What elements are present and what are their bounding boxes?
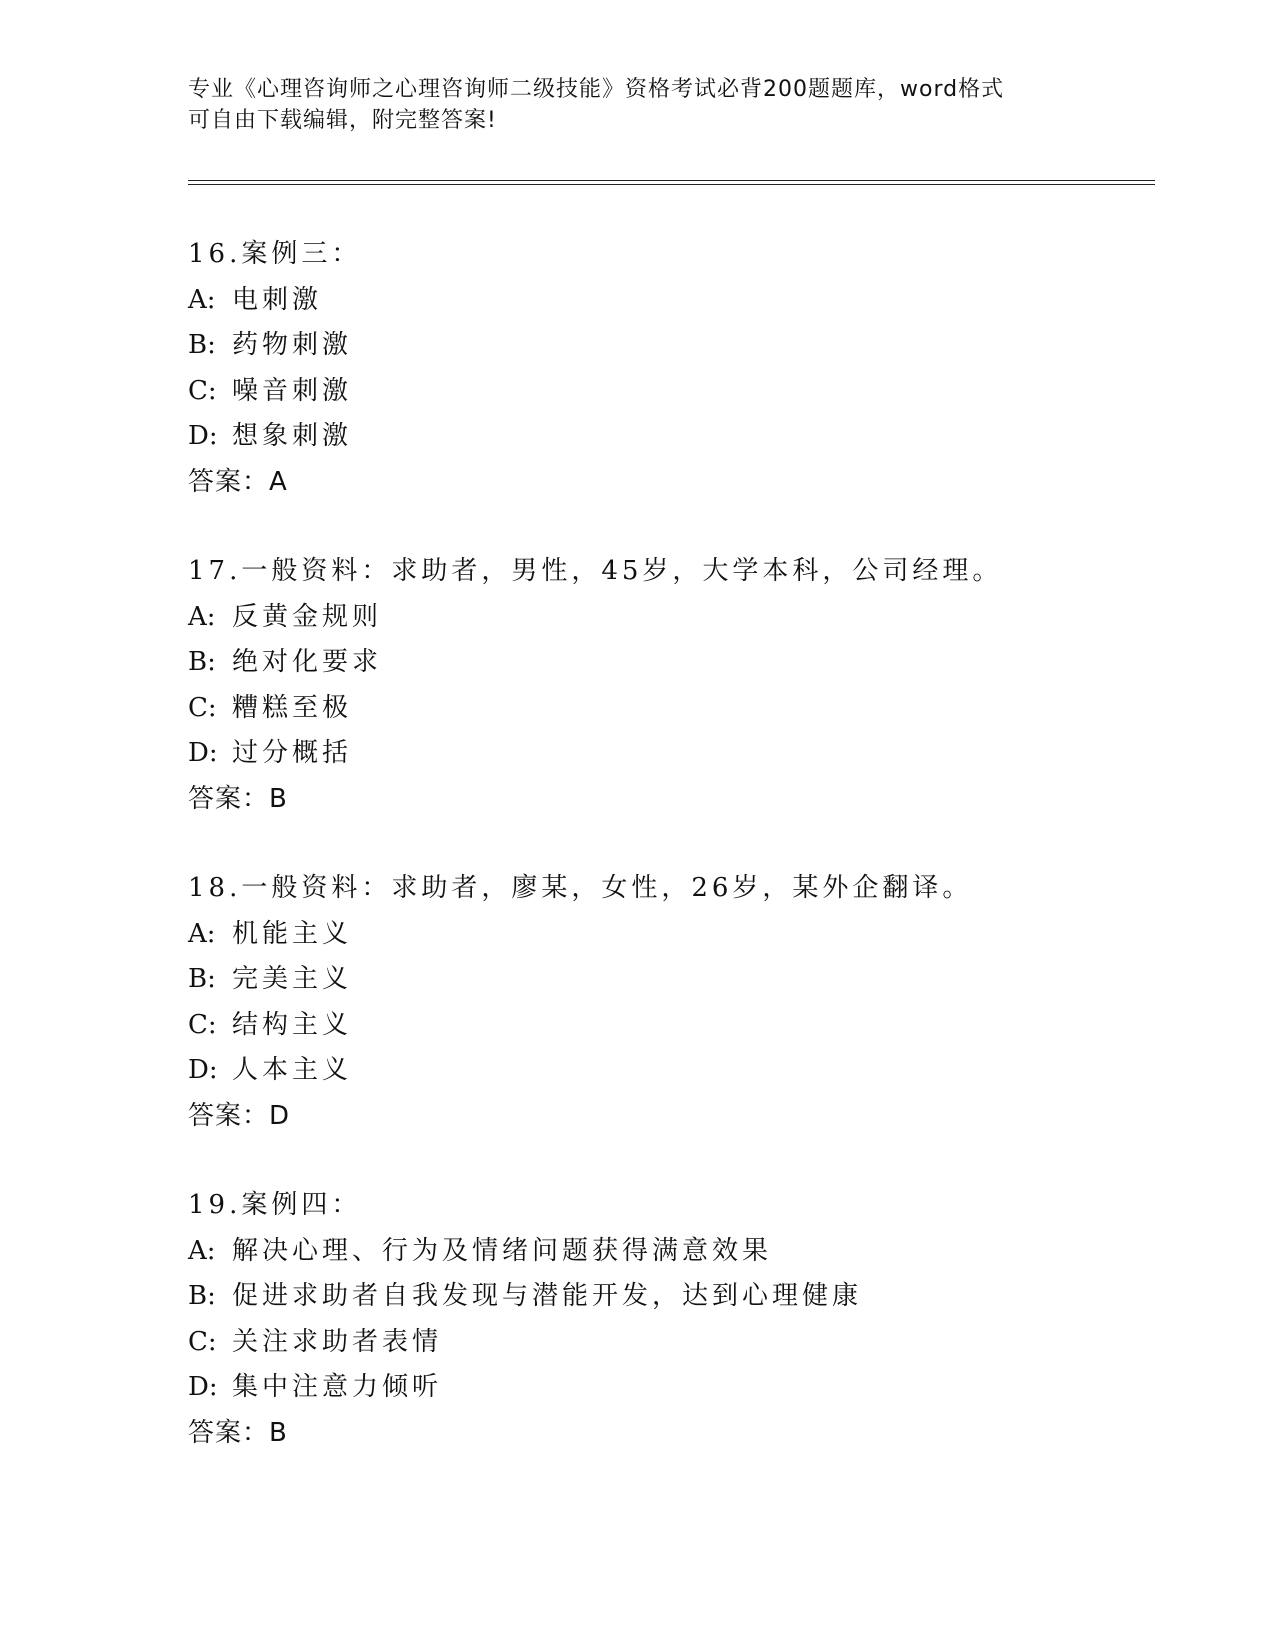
option-key: B: <box>188 647 216 677</box>
option-b <box>188 1274 1188 1320</box>
option-key: A: <box>188 918 216 949</box>
option-a <box>188 278 1188 324</box>
option-key: C: <box>188 692 217 723</box>
option-d <box>188 1048 1188 1094</box>
option-text: 促进求助者自我发现与潜能开发，达到心理健康 <box>232 1281 863 1311</box>
option-key: C: <box>188 1326 217 1357</box>
option-c <box>188 1003 1188 1049</box>
question-stem: 18.一般资料：求助者，廖某，女性，26岁，某外企翻译。 <box>188 873 973 903</box>
option-a <box>188 1229 1188 1275</box>
question-17 <box>188 549 1188 822</box>
option-key: A: <box>188 601 216 632</box>
option-key: D: <box>188 421 218 451</box>
option-key: B: <box>188 964 216 994</box>
option-key: C: <box>188 375 217 406</box>
question-stem: 19.案例四： <box>188 1190 362 1220</box>
option-text: 想象刺激 <box>232 421 353 451</box>
option-key: D: <box>188 1055 218 1085</box>
option-key: A: <box>188 1235 216 1266</box>
option-key: B: <box>188 330 216 360</box>
option-c <box>188 686 1188 732</box>
option-text: 过分概括 <box>232 738 353 768</box>
option-text: 关注求助者表情 <box>232 1326 443 1357</box>
question-stem: 16.案例三： <box>188 239 362 269</box>
option-a <box>188 912 1188 958</box>
question-16 <box>188 232 1188 505</box>
option-b <box>188 640 1188 686</box>
question-stem: 17.一般资料：求助者，男性，45岁，大学本科，公司经理。 <box>188 556 1003 586</box>
option-key: B: <box>188 1281 216 1311</box>
option-text: 结构主义 <box>232 1009 353 1040</box>
option-text: 解决心理、行为及情绪问题获得满意效果 <box>232 1235 773 1266</box>
answer-line: 答案：B <box>188 783 288 814</box>
option-key: D: <box>188 1372 218 1402</box>
option-a <box>188 595 1188 641</box>
option-text: 集中注意力倾听 <box>232 1372 443 1402</box>
option-d <box>188 1365 1188 1411</box>
option-text: 电刺激 <box>232 284 323 315</box>
option-b <box>188 957 1188 1003</box>
option-b <box>188 323 1188 369</box>
answer-line: 答案：B <box>188 1417 288 1448</box>
option-text: 人本主义 <box>232 1055 353 1085</box>
option-text: 绝对化要求 <box>232 647 383 677</box>
option-text: 机能主义 <box>232 918 353 949</box>
option-key: A: <box>188 284 216 315</box>
document-header <box>188 74 1088 136</box>
option-text: 糟糕至极 <box>232 692 353 723</box>
header-line-2: 可自由下载编辑，附完整答案! <box>188 108 497 133</box>
answer-line: 答案：A <box>188 466 288 497</box>
option-key: D: <box>188 738 218 768</box>
option-key: C: <box>188 1009 217 1040</box>
question-18 <box>188 866 1188 1139</box>
option-text: 噪音刺激 <box>232 375 353 406</box>
option-d <box>188 731 1188 777</box>
answer-line: 答案：D <box>188 1100 291 1131</box>
option-c <box>188 1320 1188 1366</box>
header-double-rule <box>188 180 1155 185</box>
option-text: 反黄金规则 <box>232 601 383 632</box>
option-c <box>188 369 1188 415</box>
header-line-1: 专业《心理咨询师之心理咨询师二级技能》资格考试必背200题题库，word格式 <box>188 77 1005 102</box>
option-text: 药物刺激 <box>232 330 353 360</box>
question-19 <box>188 1183 1188 1456</box>
option-text: 完美主义 <box>232 964 353 994</box>
option-d <box>188 414 1188 460</box>
